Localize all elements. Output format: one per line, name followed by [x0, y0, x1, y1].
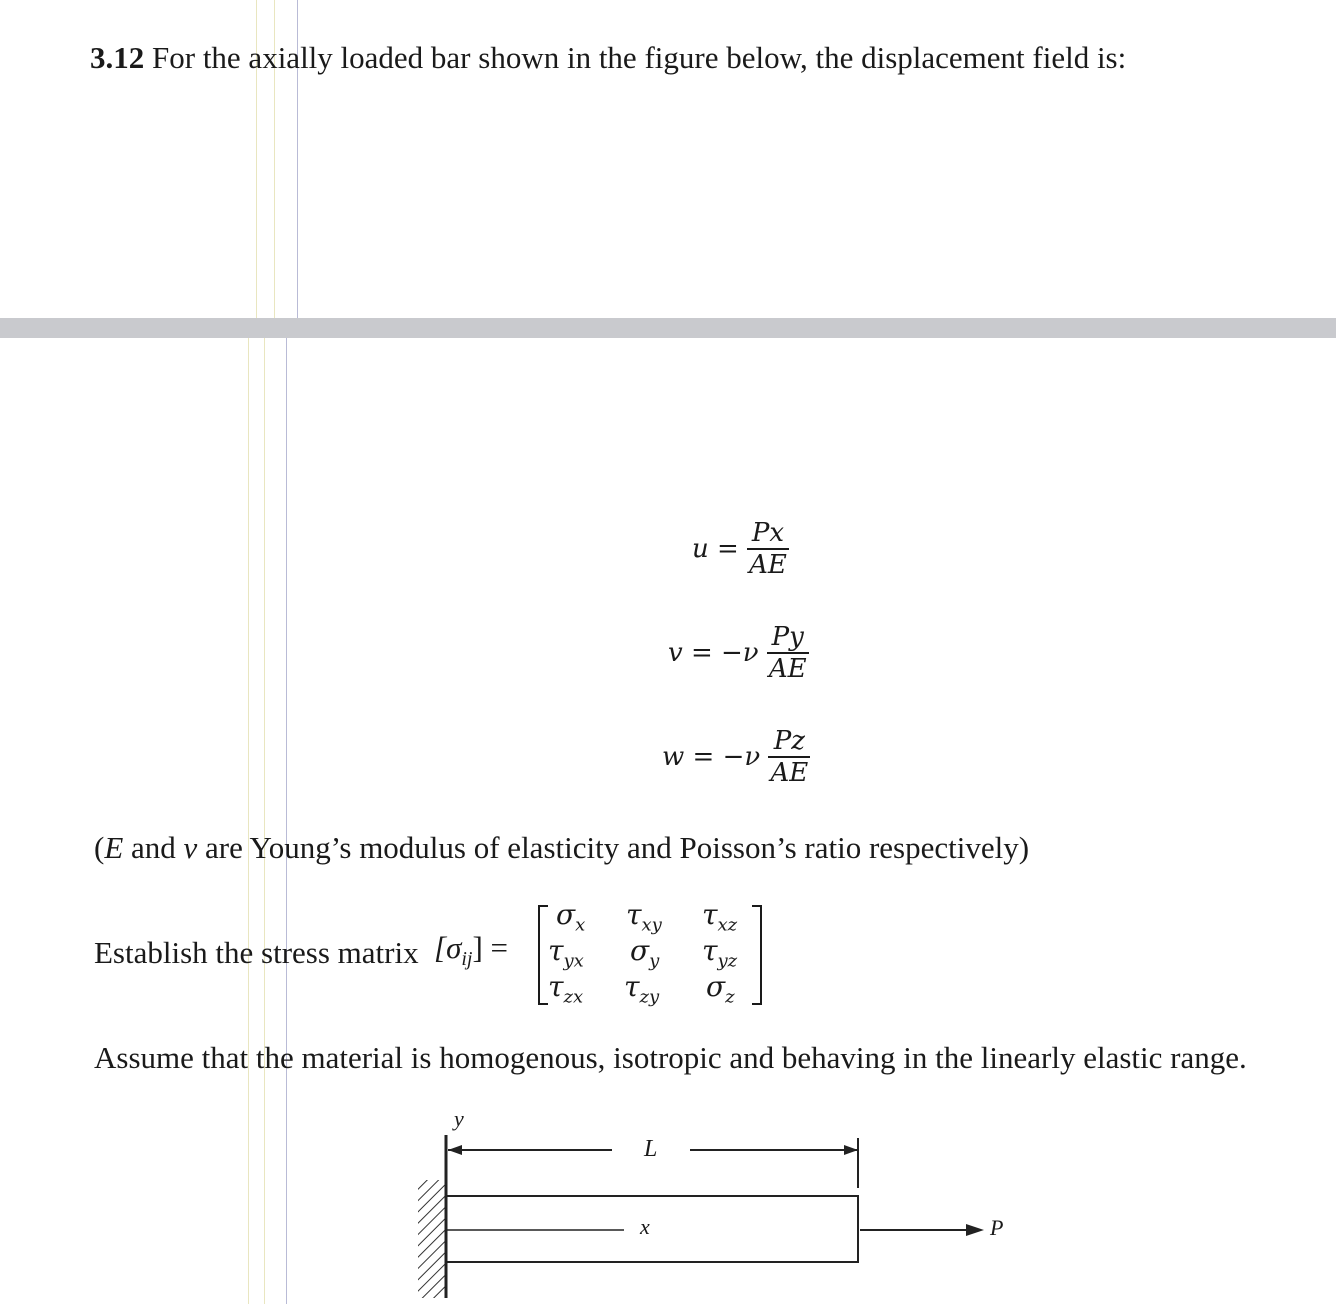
- equation-u-denominator: AE: [749, 550, 787, 580]
- equation-u-lhs: u =: [692, 534, 739, 564]
- y-axis-label: y: [454, 1106, 464, 1131]
- matrix-subscript: yx: [563, 950, 584, 972]
- matrix-symbol: τ: [702, 898, 718, 931]
- equation-u-numerator: Px: [751, 518, 785, 548]
- matrix-subscript: z: [725, 986, 735, 1008]
- matrix-symbol: τ: [702, 934, 718, 967]
- matrix-symbol: τ: [548, 934, 564, 967]
- note-open-paren: (: [94, 830, 105, 865]
- matrix-subscript: xy: [641, 914, 662, 936]
- matrix-symbol: τ: [548, 970, 564, 1003]
- note-description: are Young’s modulus of elasticity and Poisson’s ratio respectively): [197, 830, 1030, 865]
- equation-v-numerator: Py: [771, 622, 804, 652]
- note-symbol-nu: ν: [183, 830, 198, 865]
- stress-matrix-instruction: Establish the stress matrix: [94, 935, 419, 970]
- load-label: P: [990, 1215, 1004, 1240]
- bar: [446, 1196, 858, 1262]
- dimension-arrow-left: [448, 1145, 462, 1155]
- equation-v-denominator: AE: [768, 654, 807, 684]
- sigma-symbol: [σ: [434, 930, 462, 965]
- matrix-subscript: x: [575, 914, 586, 936]
- x-axis-label: x: [640, 1214, 650, 1239]
- problem-number: 3.12: [90, 40, 145, 75]
- matrix-subscript: zx: [563, 986, 584, 1008]
- equation-w-lhs: w = −ν: [662, 742, 761, 772]
- note-and: and: [123, 830, 184, 865]
- dimension-arrow-right: [844, 1145, 858, 1155]
- load-arrow-icon: [966, 1224, 984, 1236]
- matrix-symbol: σ: [556, 898, 576, 931]
- length-label: L: [644, 1136, 658, 1162]
- note-symbol-E: E: [104, 830, 124, 865]
- matrix-symbol: τ: [624, 970, 640, 1003]
- matrix-subscript: zy: [639, 986, 660, 1008]
- equation-w-denominator: AE: [770, 758, 809, 788]
- equation-v-lhs: v = −ν: [668, 638, 759, 668]
- matrix-symbol: τ: [626, 898, 642, 931]
- equals-sign: ] =: [472, 930, 509, 965]
- equation-w-numerator: Pz: [773, 726, 805, 756]
- matrix-subscript: xz: [717, 914, 738, 936]
- sigma-subscript: ij: [461, 948, 473, 971]
- matrix-symbol: σ: [630, 934, 650, 967]
- fixed-support-hatching: [418, 1180, 446, 1298]
- assumption-text: Assume that the material is homogenous, isotropic and behaving in the linearly elastic range.: [94, 1040, 1247, 1075]
- matrix-subscript: yz: [717, 950, 738, 972]
- problem-text: For the axially loaded bar shown in the figure below, the displacement field is:: [152, 40, 1127, 75]
- matrix-symbol: σ: [706, 970, 726, 1003]
- matrix-subscript: y: [649, 950, 660, 972]
